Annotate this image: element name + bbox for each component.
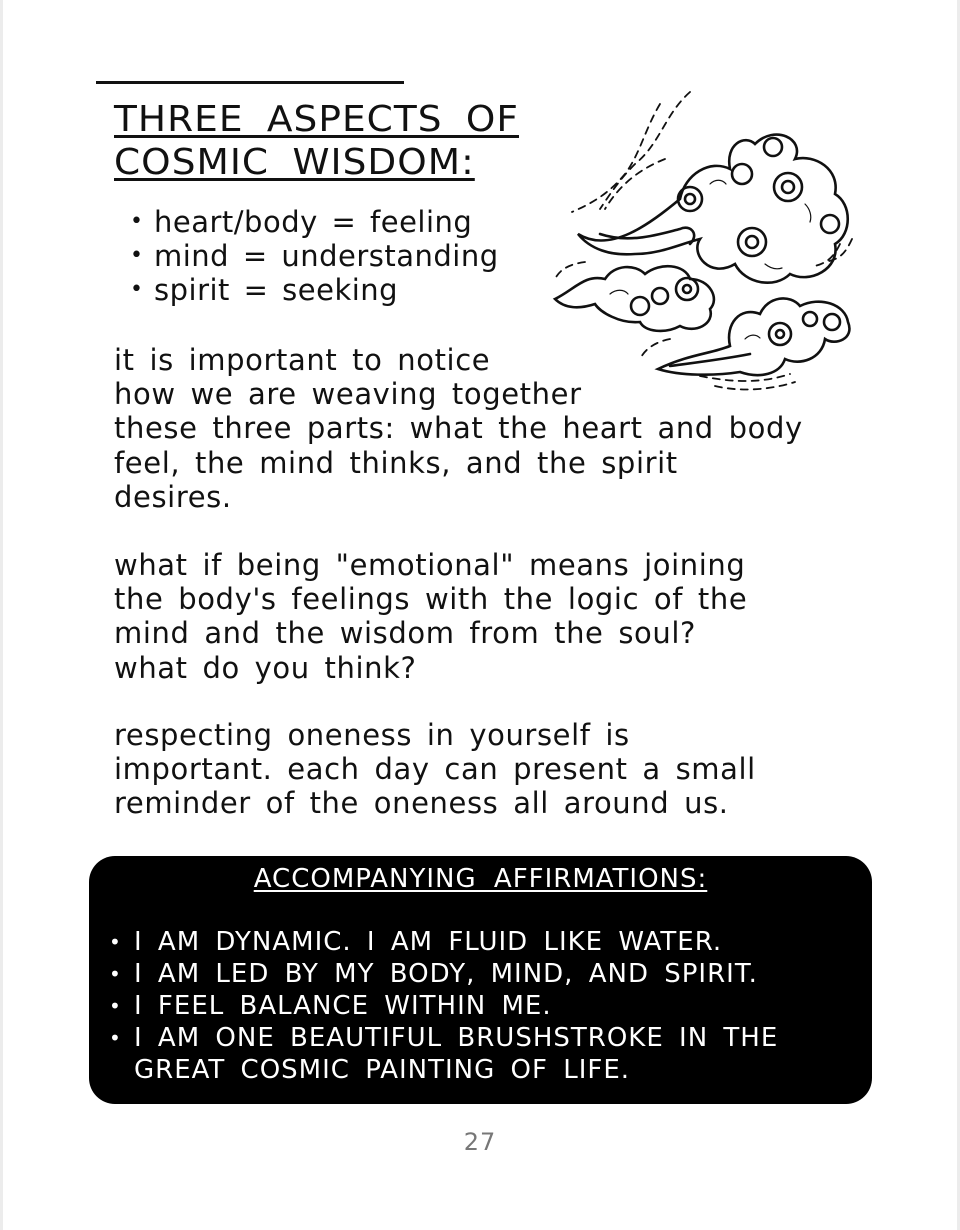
- paragraph-line: what if being "emotional" means joining: [114, 548, 746, 582]
- affirmations-title: ACCOMPANYING AFFIRMATIONS:: [253, 864, 708, 894]
- page-number: 27: [463, 1128, 497, 1156]
- affirmation-line: • I FEEL BALANCE WITHIN ME.: [134, 991, 552, 1021]
- paragraph-line: desires.: [114, 479, 232, 514]
- page-edge-left: [0, 0, 3, 1230]
- aspects-list: [130, 205, 499, 307]
- paragraph-line: what do you think?: [114, 650, 417, 685]
- affirmation-line: • I AM DYNAMIC. I AM FLUID LIKE WATER.: [134, 927, 723, 957]
- affirmation-item: [109, 1022, 778, 1086]
- paragraph-line: these three parts: what the heart and body: [114, 411, 803, 446]
- paragraph-weaving: [114, 343, 803, 514]
- affirmation-line: GREAT COSMIC PAINTING OF LIFE.: [134, 1055, 631, 1085]
- affirmation-line: • I AM ONE BEAUTIFUL BRUSHSTROKE IN THE: [134, 1023, 779, 1053]
- title-line: COSMIC WISDOM:: [114, 142, 475, 183]
- paragraph-line: important. each day can present a small: [114, 752, 756, 787]
- page-title: [114, 98, 519, 184]
- paragraph-line: reminder of the oneness all around us.: [114, 786, 729, 821]
- affirmation-item: [109, 926, 778, 958]
- aspect-item: • mind = understanding: [130, 239, 499, 273]
- paragraph-line: how we are weaving together: [114, 377, 582, 412]
- decorative-rule: [96, 81, 404, 84]
- paragraph-line: feel, the mind thinks, and the spirit: [114, 445, 678, 480]
- affirmation-item: [109, 990, 778, 1022]
- paragraph-oneness: [114, 718, 756, 821]
- aspect-item: • spirit = seeking: [130, 273, 499, 307]
- paragraph-line: it is important to notice: [114, 343, 491, 377]
- paragraph-line: mind and the wisdom from the soul?: [114, 616, 697, 651]
- aspect-item: • heart/body = feeling: [130, 205, 499, 239]
- affirmation-item: [109, 958, 778, 990]
- affirmations-list: [109, 926, 778, 1086]
- title-line: THREE ASPECTS OF: [114, 99, 519, 140]
- affirmation-line: • I AM LED BY MY BODY, MIND, AND SPIRIT.: [134, 959, 758, 989]
- paragraph-emotional: [114, 548, 747, 685]
- paragraph-line: the body's feelings with the logic of the: [114, 582, 748, 617]
- paragraph-line: respecting oneness in yourself is: [114, 718, 630, 752]
- affirmations-box: [89, 856, 872, 1104]
